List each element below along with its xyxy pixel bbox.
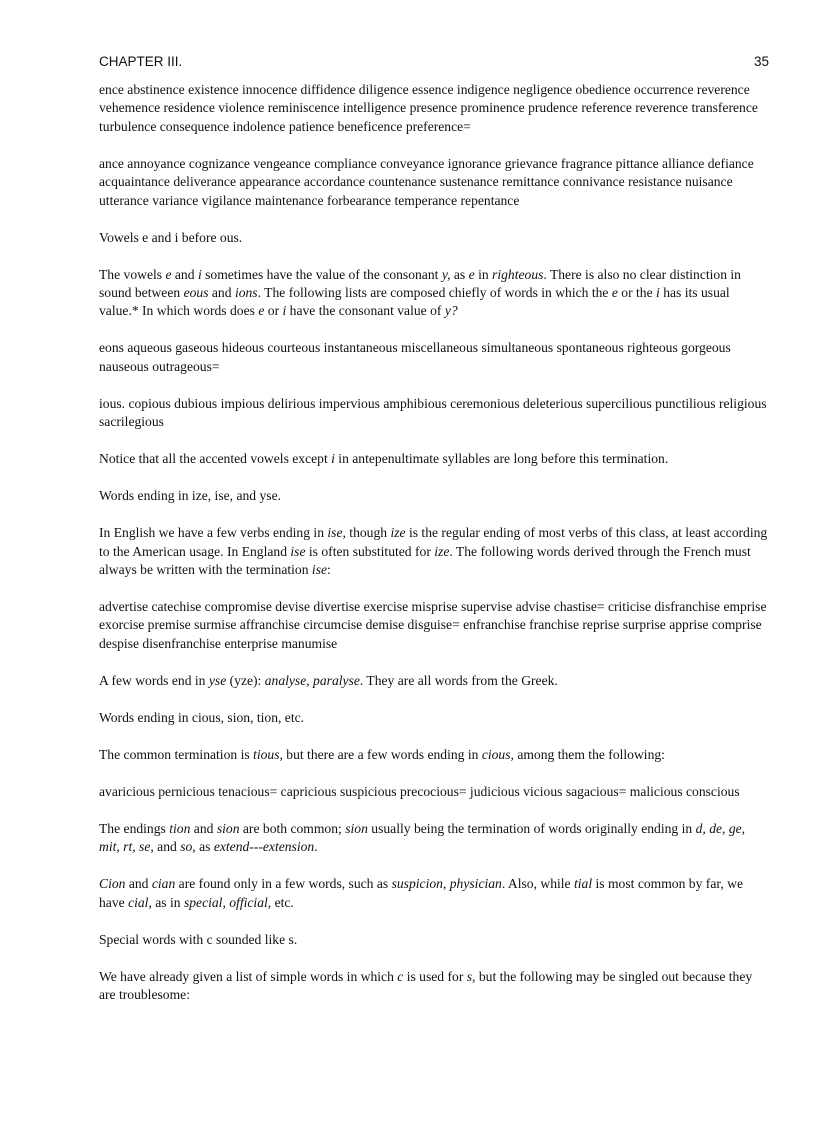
- text-run: is often substituted for: [305, 543, 435, 559]
- text-run: Notice that all the accented vowels except: [99, 451, 332, 467]
- text-run: or the: [617, 285, 657, 301]
- page-number: 35: [753, 54, 769, 69]
- text-run: but the following may be singled out because they are troublesome:: [99, 968, 753, 1003]
- italic-text: cial,: [128, 894, 152, 910]
- running-header: [99, 54, 769, 72]
- italic-text: d, de, ge, mit, rt, se,: [99, 820, 746, 855]
- text-run: have the consonant value of: [286, 303, 445, 319]
- italic-text: i: [197, 266, 202, 282]
- text-run: In English we have a few verbs ending in: [99, 525, 328, 541]
- text-run: has its usual value.* In which words does: [99, 285, 730, 319]
- italic-text: eous: [183, 285, 209, 301]
- italic-text: yse: [208, 672, 227, 688]
- text-run: . They are all words from the Greek.: [359, 672, 558, 688]
- text-run: as in: [151, 894, 184, 910]
- text-run: ance annoyance cognizance vengeance compliance conveyance ignorance grievance fragrance pittance alliance defiance acquaintance deliverance appearance accordance countenance sustenance remittance connivance resistance nuisance utterance variance vigilance maintenance forbearance temperance repentance: [99, 155, 754, 208]
- paragraph: [99, 487, 769, 505]
- italic-text: special, official,: [183, 894, 272, 910]
- italic-text: extend---extension: [213, 839, 315, 855]
- paragraph: [99, 783, 769, 801]
- paragraph: [99, 598, 769, 653]
- paragraph: [99, 450, 769, 468]
- text-run: usually being the termination of words originally ending in: [367, 820, 696, 836]
- italic-text: righteous: [492, 266, 544, 282]
- italic-text: y?: [444, 303, 458, 319]
- italic-text: suspicion, physician: [391, 876, 502, 892]
- italic-text: i: [656, 285, 660, 301]
- text-run: Vowels e and i before ous.: [99, 229, 243, 245]
- text-run: is the regular ending of most verbs of this class, at least according to the American usage. In England: [99, 525, 768, 559]
- text-run: The endings: [99, 820, 170, 836]
- text-run: in antepenultimate syllables are long before this termination.: [334, 451, 669, 467]
- text-run: Words ending in ize, ise, and yse.: [99, 488, 282, 504]
- paragraph: [99, 81, 769, 136]
- text-run: and: [190, 820, 217, 836]
- italic-text: cious,: [481, 746, 514, 762]
- text-run: A few words end in: [99, 672, 209, 688]
- paragraph: [99, 968, 769, 1005]
- text-run: Words ending in cious, sion, tion, etc.: [99, 709, 305, 725]
- italic-text: e: [468, 266, 475, 282]
- text-run: sometimes have the value of the consonant: [201, 266, 442, 282]
- text-run: . Also, while: [501, 876, 574, 892]
- paragraph: [99, 875, 769, 912]
- italic-text: ise: [311, 562, 328, 578]
- italic-text: c: [397, 968, 404, 984]
- text-run: is used for: [403, 968, 467, 984]
- paragraph: [99, 524, 769, 579]
- text-run: . The following words derived through the French must always be written with the termination: [99, 543, 751, 578]
- text-run: The common termination is: [99, 746, 254, 762]
- text-run: :: [327, 562, 331, 578]
- paragraph: [99, 746, 769, 764]
- italic-text: s,: [466, 968, 476, 984]
- text-run: Special words with c sounded like s.: [99, 931, 298, 947]
- italic-text: sion: [345, 820, 368, 836]
- italic-text: ise,: [327, 525, 346, 541]
- italic-text: e: [165, 266, 172, 282]
- italic-text: ions: [234, 285, 258, 301]
- text-run: as: [195, 839, 214, 855]
- paragraph: [99, 820, 769, 857]
- text-run: eons aqueous gaseous hideous courteous instantaneous miscellaneous simultaneous spontaneous righteous gorgeous nauseous outrageous=: [99, 340, 731, 374]
- italic-text: Cion: [99, 876, 126, 892]
- paragraph: [99, 229, 769, 247]
- italic-text: tial: [573, 876, 593, 892]
- text-run: but there are a few words ending in: [282, 746, 482, 762]
- italic-text: ize: [434, 543, 450, 559]
- text-run: or: [264, 303, 283, 319]
- text-run: and: [125, 876, 152, 892]
- text-run: as: [450, 266, 469, 282]
- text-run: .: [314, 839, 318, 855]
- italic-text: tious,: [253, 746, 283, 762]
- paragraph: [99, 931, 769, 949]
- text-run: The vowels: [99, 266, 166, 282]
- text-run: advertise catechise compromise devise divertise exercise misprise supervise advise chastise= criticise disfranchise emprise exorcise premise surmise affranchise circumcise demise disguise= enfranchise franchise reprise surprise apprise comprise despise disenfranchise enterprise manumise: [99, 599, 767, 651]
- text-run: though: [345, 525, 391, 541]
- paragraph: [99, 155, 769, 210]
- italic-text: e: [258, 303, 265, 319]
- text-run: etc.: [271, 894, 294, 910]
- paragraph: [99, 266, 769, 321]
- text-run: . The following lists are composed chiefly of words in which the: [257, 285, 612, 301]
- italic-text: tion: [169, 820, 191, 836]
- italic-text: so,: [180, 839, 196, 855]
- italic-text: y,: [441, 266, 451, 282]
- italic-text: e: [611, 285, 618, 301]
- italic-text: ise: [290, 543, 306, 559]
- text-run: and: [153, 839, 181, 855]
- italic-text: ize: [390, 525, 406, 541]
- text-run: and: [208, 285, 235, 301]
- text-run: We have already given a list of simple words in which: [99, 968, 398, 984]
- text-run: avaricious pernicious tenacious= capricious suspicious precocious= judicious vicious sagacious= malicious conscious: [99, 783, 740, 799]
- text-run: are found only in a few words, such as: [175, 876, 392, 892]
- paragraph: [99, 395, 769, 432]
- text-run: and: [171, 266, 198, 282]
- text-run: is most common by far, we have: [99, 876, 743, 910]
- italic-text: i: [331, 451, 335, 467]
- italic-text: cian: [151, 876, 176, 892]
- text-run: in: [474, 266, 493, 282]
- text-run: ence abstinence existence innocence diffidence diligence essence indigence negligence obedience occurrence reverence vehemence residence violence reminiscence intelligence presence prominence prudence reference reverence transference turbulence consequence indolence patience beneficence preference=: [99, 82, 758, 134]
- italic-text: analyse, paralyse: [264, 672, 360, 688]
- chapter-title: CHAPTER III.: [99, 54, 183, 69]
- paragraph: [99, 339, 769, 376]
- text-run: among them the following:: [513, 746, 665, 762]
- text-run: ious. copious dubious impious delirious impervious amphibious ceremonious deleterious supercilious punctilious religious sacrilegious: [99, 395, 767, 430]
- paragraph: [99, 672, 769, 690]
- page-body: [99, 81, 769, 1023]
- italic-text: sion: [216, 820, 240, 836]
- text-run: are both common;: [239, 820, 346, 836]
- paragraph: [99, 709, 769, 727]
- text-run: . There is also no clear distinction in sound between: [99, 266, 741, 301]
- text-run: (yze):: [226, 672, 265, 688]
- italic-text: i: [282, 303, 287, 319]
